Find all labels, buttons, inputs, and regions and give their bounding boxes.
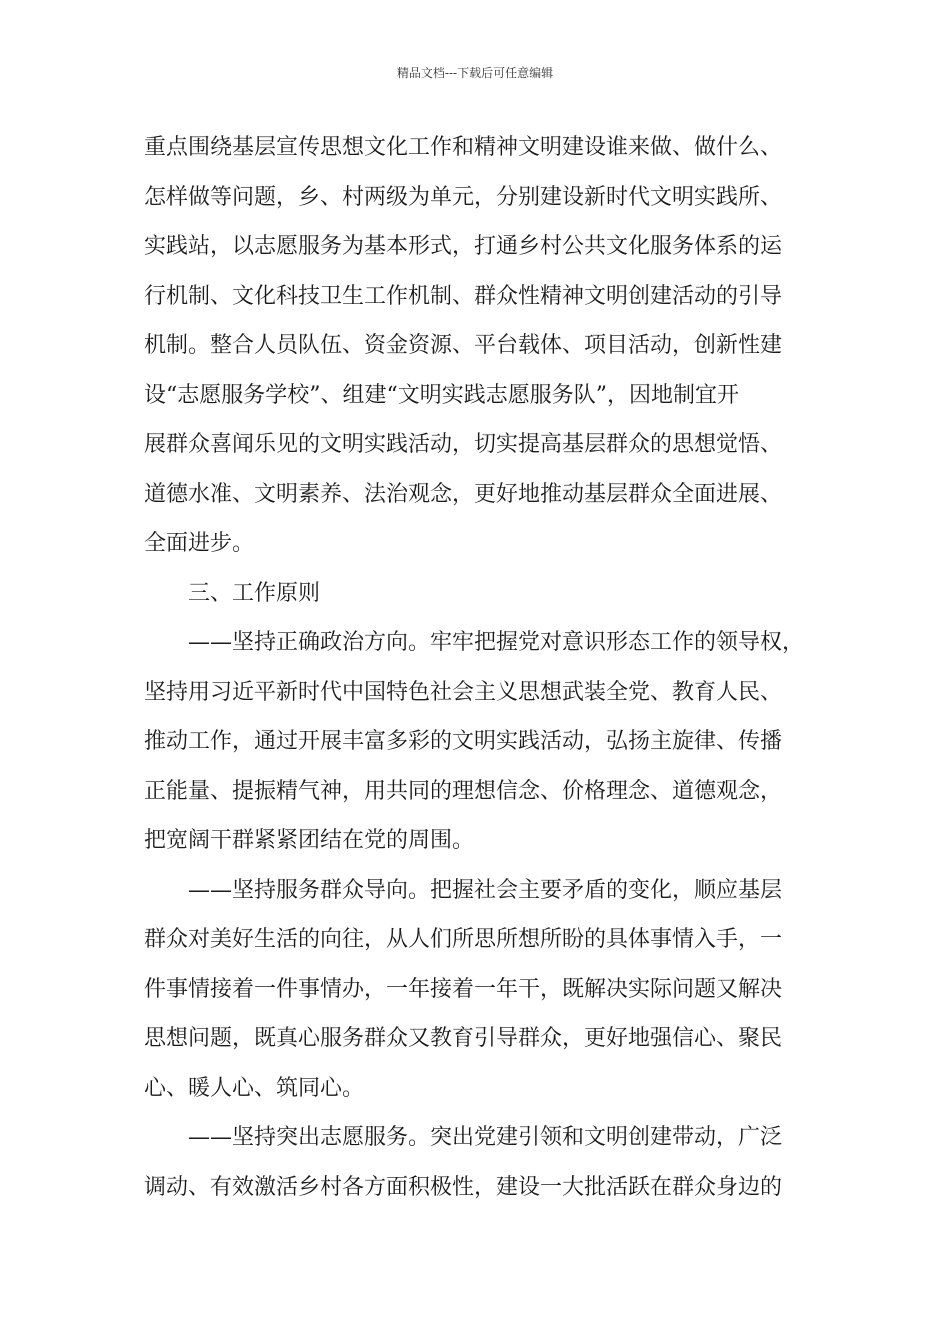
text-line: 群众对美好生活的向往，从人们所思所想所盼的具体事情入手，一 xyxy=(144,927,783,952)
principle-heading-line: ——坚持正确政治方向。牢牢把握党对意识形态工作的领导权， xyxy=(188,630,805,655)
text-line: 把宽阔干群紧紧团结在党的周围。 xyxy=(144,828,475,853)
text-line: 思想问题，既真心服务群众又教育引导群众，更好地强信心、聚民 xyxy=(144,1026,783,1051)
document-body xyxy=(144,130,816,1219)
text-line: 全面进步。 xyxy=(144,531,255,556)
principle-heading-line: ——坚持突出志愿服务。突出党建引领和文明创建带动，广泛 xyxy=(188,1125,783,1150)
text-line: 坚持用习近平新时代中国特色社会主义思想武装全党、教育人民、 xyxy=(144,679,783,705)
text-line: 设“志愿服务学校”、组建“文明实践志愿服务队”，因地制宜开 xyxy=(144,382,739,408)
text-line: 调动、有效激活乡村各方面积极性，建设一大批活跃在群众身边的 xyxy=(144,1174,783,1200)
principle-heading-line: ——坚持服务群众导向。把握社会主要矛盾的变化，顺应基层 xyxy=(188,877,783,903)
text-line: 展群众喜闻乐见的文明实践活动，切实提高基层群众的思想觉悟、 xyxy=(144,432,783,457)
text-line: 行机制、文化科技卫生工作机制、群众性精神文明创建活动的引导 xyxy=(144,283,783,309)
text-line: 机制。整合人员队伍、资金资源、平台载体、项目活动，创新性建 xyxy=(144,333,783,358)
text-line: 道德水准、文明素养、法治观念，更好地推动基层群众全面进展、 xyxy=(144,481,783,507)
page-header: 精品文档---下载后可任意编辑 xyxy=(396,66,554,80)
text-line: 推动工作，通过开展丰富多彩的文明实践活动，弘扬主旋律、传播 xyxy=(144,729,783,754)
text-line: 怎样做等问题，乡、村两级为单元，分别建设新时代文明实践所、 xyxy=(144,184,783,210)
text-line: 心、暖人心、筑同心。 xyxy=(144,1075,365,1101)
text-line: 重点围绕基层宣传思想文化工作和精神文明建设谁来做、做什么、 xyxy=(144,135,783,160)
text-line: 件事情接着一件事情办，一年接着一年干，既解决实际问题又解决 xyxy=(144,976,783,1002)
text-line: 实践站，以志愿服务为基本形式，打通乡村公共文化服务体系的运 xyxy=(144,234,783,259)
section-heading: 三、工作原则 xyxy=(188,580,321,606)
text-line: 正能量、提振精气神，用共同的理想信念、价格理念、道德观念， xyxy=(144,778,783,804)
